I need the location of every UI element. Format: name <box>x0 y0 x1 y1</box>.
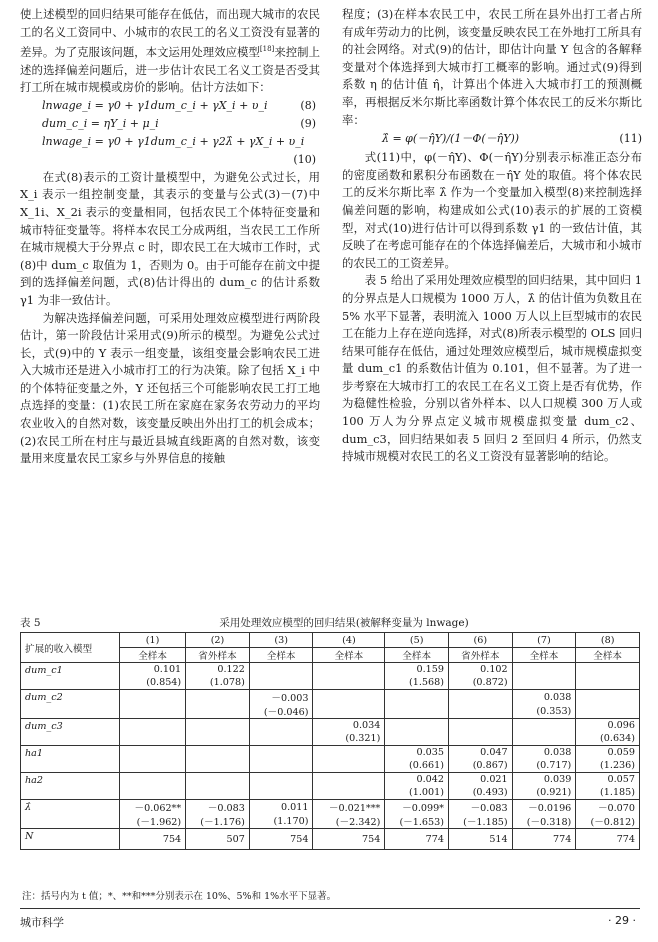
t-value-cell <box>385 732 449 746</box>
table-header-row <box>21 633 640 648</box>
n-cell: 774 <box>576 829 640 850</box>
coef-cell <box>512 663 576 677</box>
coef-cell <box>313 773 385 787</box>
t-value-cell: (－0.046) <box>249 704 313 719</box>
table-corner-label: 扩展的收入模型 <box>21 633 120 663</box>
coef-cell: 0.039 <box>512 773 576 787</box>
coef-cell <box>448 719 512 733</box>
coef-cell: 0.042 <box>385 773 449 787</box>
coef-cell: 0.047 <box>448 746 512 760</box>
t-value-cell: (1.001) <box>385 786 449 800</box>
col-number: (3) <box>249 633 313 648</box>
row-label: λ̂ <box>21 800 120 829</box>
t-value-cell <box>313 676 385 690</box>
t-value-cell: (－1.653) <box>385 814 449 829</box>
t-value-cell: (1.078) <box>186 676 250 690</box>
coef-cell: 0.059 <box>576 746 640 760</box>
t-value-cell <box>120 759 186 773</box>
left-para-2: 在式(8)表示的工资计量模型中，为避免公式过长，用 X_i 表示一组控制变量，其表示的变量与公式(3)－(7)中 X_1i、X_2i 表示的变量相同，包括农民工个体特征变量和城市特征变量等。将样本农民工分成两组，当农民工工作所在城市规模大于分界点 c 时，即农民工在大城市工作时，式(8)中 dum_c 取值为 1，否则为 0。由于可能存在前文中提到的选择偏差问题，式(8)估计得出的 dum_c 的估计系数 γ1 为非一致估计。 <box>20 169 320 307</box>
coef-cell: －0.099* <box>385 800 449 815</box>
t-value-cell <box>313 786 385 800</box>
coef-cell <box>385 719 449 733</box>
t-value-cell <box>186 786 250 800</box>
table-row <box>21 719 640 733</box>
coef-cell: 0.038 <box>512 690 576 705</box>
coef-cell: 0.057 <box>576 773 640 787</box>
t-value-cell: (0.717) <box>512 759 576 773</box>
coef-cell <box>120 719 186 733</box>
equation-10: lnwage_i = γ0 + γ1dum_c_i + γ2λ̂ + γX_i + υ_i <box>42 134 305 148</box>
t-value-cell: (－0.318) <box>512 814 576 829</box>
col-sample: 省外样本 <box>186 648 250 663</box>
left-para-1: 使上述模型的回归结果可能存在低估，而出现大城市的农民工的名义工资同中、小城市的农民工的名义工资没有显著的差异。为了克服该问题，本文运用处理效应模型[18]来控制上述的选择偏差问题后，进一步估计农民工名义工资是否受其打工所在城市规模或房价的影响。估计方法如下： <box>20 7 320 95</box>
coef-cell: 0.096 <box>576 719 640 733</box>
t-value-cell: (－0.812) <box>576 814 640 829</box>
col-sample: 省外样本 <box>448 648 512 663</box>
coef-cell <box>120 690 186 705</box>
coef-cell <box>249 746 313 760</box>
col-number: (4) <box>313 633 385 648</box>
col-number: (2) <box>186 633 250 648</box>
coef-cell: 0.011 <box>249 800 313 815</box>
col-sample: 全样本 <box>120 648 186 663</box>
equation-10-number: (10) <box>293 152 316 166</box>
t-value-cell <box>313 704 385 719</box>
coef-cell: －0.003 <box>249 690 313 705</box>
right-column <box>342 6 642 466</box>
coef-cell: －0.083 <box>448 800 512 815</box>
coef-cell <box>249 773 313 787</box>
t-value-cell: (0.921) <box>512 786 576 800</box>
coef-cell: 0.122 <box>186 663 250 677</box>
t-value-cell <box>186 704 250 719</box>
t-value-cell <box>576 704 640 719</box>
coef-cell: －0.0196 <box>512 800 576 815</box>
coef-cell <box>186 773 250 787</box>
n-cell: 774 <box>512 829 576 850</box>
table-caption: 采用处理效应模型的回归结果(被解释变量为 lnwage) <box>219 617 469 629</box>
col-number: (7) <box>512 633 576 648</box>
col-number: (6) <box>448 633 512 648</box>
coef-cell <box>576 663 640 677</box>
coef-cell <box>313 746 385 760</box>
coef-cell: 0.102 <box>448 663 512 677</box>
coef-cell <box>120 746 186 760</box>
t-value-cell <box>385 704 449 719</box>
t-value-cell <box>120 732 186 746</box>
t-value-cell: (0.872) <box>448 676 512 690</box>
right-para-2: 式(11)中，φ(－η̂Y)、Φ(－η̂Y)分别表示标准正态分布的密度函数和累积分布函数在－η̂Y 处的取值。将个体农民工的反米尔斯比率 λ̂ 作为一个变量加入模型(8)来控制选择偏差问题的影响，构建成如公式(10)表示的扩展的工资模型，对式(10)进行估计可以得到系数 γ1 的一致估计值，其反映了在考虑可能存在的个体选择偏差后，大城市和小城市的农民工的工资差异。 <box>342 150 642 270</box>
t-value-cell <box>448 732 512 746</box>
table-row <box>21 663 640 677</box>
t-value-cell <box>249 676 313 690</box>
equation-9: dum_c_i = ηY_i + μ_i (9) <box>42 116 316 130</box>
n-cell: 754 <box>249 829 313 850</box>
t-value-cell: (0.867) <box>448 759 512 773</box>
t-value-cell: (1.236) <box>576 759 640 773</box>
t-value-cell <box>512 732 576 746</box>
t-value-cell: (0.493) <box>448 786 512 800</box>
coef-cell: 0.038 <box>512 746 576 760</box>
t-value-cell: (0.353) <box>512 704 576 719</box>
table-note: 注：括号内为 t 值；*、**和***分别表示在 10%、5%和 1%水平下显著。 <box>22 891 337 902</box>
coef-cell: －0.062** <box>120 800 186 815</box>
t-value-cell: (－1.185) <box>448 814 512 829</box>
coef-cell <box>249 719 313 733</box>
col-sample: 全样本 <box>249 648 313 663</box>
col-sample: 全样本 <box>313 648 385 663</box>
table-row <box>21 773 640 787</box>
coef-cell <box>448 690 512 705</box>
t-value-cell: (1.568) <box>385 676 449 690</box>
coef-cell <box>186 746 250 760</box>
table-row <box>21 800 640 815</box>
citation-ref: [18] <box>259 45 275 54</box>
col-sample: 全样本 <box>385 648 449 663</box>
coef-cell <box>313 663 385 677</box>
table-title <box>20 615 638 630</box>
t-value-cell <box>313 759 385 773</box>
t-value-cell <box>512 676 576 690</box>
footer-rule <box>20 908 640 909</box>
t-value-cell: (0.854) <box>120 676 186 690</box>
t-value-cell <box>186 732 250 746</box>
journal-name: 城市科学 <box>20 916 64 929</box>
t-value-cell: (1.170) <box>249 814 313 829</box>
n-cell: 754 <box>313 829 385 850</box>
t-value-cell <box>576 676 640 690</box>
t-value-cell: (0.321) <box>313 732 385 746</box>
row-label: ha2 <box>21 773 120 800</box>
row-label: dum_c2 <box>21 690 120 719</box>
equation-11: λ̂ = φ(－η̂Y)/(1－Φ(－η̂Y)) (11) <box>382 132 642 146</box>
coef-cell <box>186 690 250 705</box>
t-value-cell: (－2.342) <box>313 814 385 829</box>
t-value-cell <box>448 704 512 719</box>
t-value-cell <box>249 786 313 800</box>
coef-cell: 0.101 <box>120 663 186 677</box>
n-cell: 754 <box>120 829 186 850</box>
page-number: · 29 · <box>608 914 636 927</box>
coef-cell <box>576 690 640 705</box>
coef-cell <box>249 663 313 677</box>
t-value-cell: (－1.962) <box>120 814 186 829</box>
coef-cell <box>313 690 385 705</box>
right-para-3: 表 5 给出了采用处理效应模型的回归结果，其中回归 1 的分界点是人口规模为 1000 万人，λ̂ 的估计值为负数且在 5% 水平下显著，表明流入 1000 万人以上巨型城市的农民工在能力上存在逆向选择，对式(8)所表示模型的 OLS 回归结果可能存在低估，通过处理效应模型后，城市规模虚拟变量 dum_c1 的系数估计值为 0.101，但不显著。为了进一步考察在大城市打工的农民工在名义工资上是否有优势，作为稳健性检验，分别以省外样本、以人口规模 300 万人或 100 万人为分界点定义城市规模虚拟变量 dum_c2、dum_c3，回归结果如表 5 回归 2 至回归 4 所示，仍然支持城市规模对农民工的名义工资没有显著影响的结论。 <box>342 273 642 464</box>
table-row-n <box>21 829 640 850</box>
table-row <box>21 690 640 705</box>
coef-cell: 0.021 <box>448 773 512 787</box>
t-value-cell <box>249 759 313 773</box>
t-value-cell <box>120 704 186 719</box>
coef-cell: －0.083 <box>186 800 250 815</box>
col-sample: 全样本 <box>576 648 640 663</box>
coef-cell: －0.070 <box>576 800 640 815</box>
table-row <box>21 746 640 760</box>
col-number: (1) <box>120 633 186 648</box>
col-sample: 全样本 <box>512 648 576 663</box>
coef-cell <box>186 719 250 733</box>
table-number: 表 5 <box>20 617 41 629</box>
row-label: N <box>21 829 120 850</box>
table-body <box>21 663 640 850</box>
col-number: (5) <box>385 633 449 648</box>
coef-cell <box>385 690 449 705</box>
t-value-cell: (1.185) <box>576 786 640 800</box>
row-label: ha1 <box>21 746 120 773</box>
regression-table <box>20 632 640 850</box>
coef-cell <box>512 719 576 733</box>
coef-cell <box>120 773 186 787</box>
coef-cell: －0.021*** <box>313 800 385 815</box>
t-value-cell <box>249 732 313 746</box>
col-number: (8) <box>576 633 640 648</box>
t-value-cell: (0.661) <box>385 759 449 773</box>
row-label: dum_c3 <box>21 719 120 746</box>
n-cell: 507 <box>186 829 250 850</box>
t-value-cell: (－1.176) <box>186 814 250 829</box>
left-para-3: 为解决选择偏差问题，可采用处理效应模型进行两阶段估计，第一阶段估计采用式(9)所示的模型。为避免公式过长，式(9)中的 Y 表示一组变量，该组变量会影响农民工进入大城市还是进入小城市打工的行为决策。除了包括 X_i 中的个体特征变量之外，Y 还包括三个可能影响农民工打工地点选择的变量：(1)农民工所在家庭在家务农劳动力的平均农业收入的自然对数，该变量反映出外出打工的机会成本；(2)农民工所在村庄与最近县城直线距离的自然对数，该变量用来度量农民工家乡与外界信息的接触 <box>20 310 320 466</box>
n-cell: 514 <box>448 829 512 850</box>
left-column <box>20 6 320 468</box>
t-value-cell <box>186 759 250 773</box>
row-label: dum_c1 <box>21 663 120 690</box>
coef-cell: 0.035 <box>385 746 449 760</box>
t-value-cell <box>120 786 186 800</box>
t-value-cell: (0.634) <box>576 732 640 746</box>
right-para-1: 程度；(3)在样本农民工中，农民工所在县外出打工者占所有成年劳动力的比例，该变量反映农民工在外地打工所具有的社会网络。对式(9)的估计，即估计向量 Y 包含的各解释变量对个体选择到大城市打工概率的影响。通过式(9)得到系数 η 的估计值 η̂，计算出个体进入大城市打工的预测概率，再根据反米尔斯比率函数计算个体农民工的反米尔斯比率： <box>342 7 642 127</box>
coef-cell: 0.159 <box>385 663 449 677</box>
equation-8: lnwage_i = γ0 + γ1dum_c_i + γX_i + υ_i (8) <box>42 98 316 112</box>
n-cell: 774 <box>385 829 449 850</box>
coef-cell: 0.034 <box>313 719 385 733</box>
